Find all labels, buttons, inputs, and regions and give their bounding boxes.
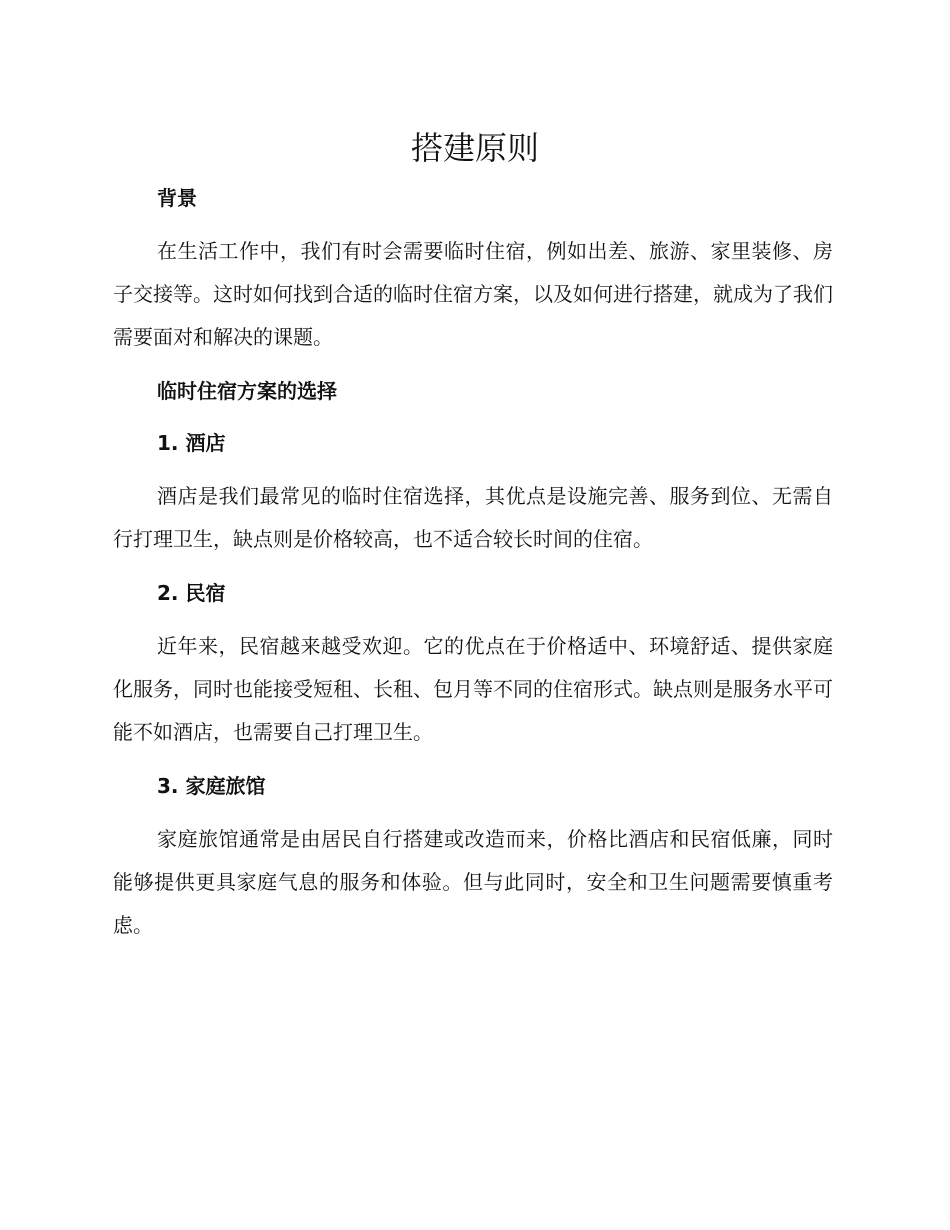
document-title: 搭建原则 xyxy=(410,129,539,167)
document-body xyxy=(113,178,833,959)
section-paragraph-family-inn: 家庭旅馆通常是由居民自行搭建或改造而来，价格比酒店和民宿低廉，同时能够提供更具家庭气息的服务和体验。但与此同时，安全和卫生问题需要慎重考虑。 xyxy=(113,827,833,937)
section-heading-homestay: 2. 民宿 xyxy=(157,581,226,605)
section-heading-family-inn: 3. 家庭旅馆 xyxy=(157,774,266,798)
section-heading-options: 临时住宿方案的选择 xyxy=(157,379,337,403)
section-paragraph-hotel: 酒店是我们最常见的临时住宿选择，其优点是设施完善、服务到位、无需自行打理卫生，缺点则是价格较高，也不适合较长时间的住宿。 xyxy=(113,484,833,551)
section-heading-hotel: 1. 酒店 xyxy=(157,431,226,455)
section-paragraph-background: 在生活工作中，我们有时会需要临时住宿，例如出差、旅游、家里装修、房子交接等。这时如何找到合适的临时住宿方案，以及如何进行搭建，就成为了我们需要面对和解决的课题。 xyxy=(113,239,833,349)
section-paragraph-homestay: 近年来，民宿越来越受欢迎。它的优点在于价格适中、环境舒适、提供家庭化服务，同时也能接受短租、长租、包月等不同的住宿形式。缺点则是服务水平可能不如酒店，也需要自己打理卫生。 xyxy=(113,634,833,744)
section-heading-background: 背景 xyxy=(157,186,197,210)
